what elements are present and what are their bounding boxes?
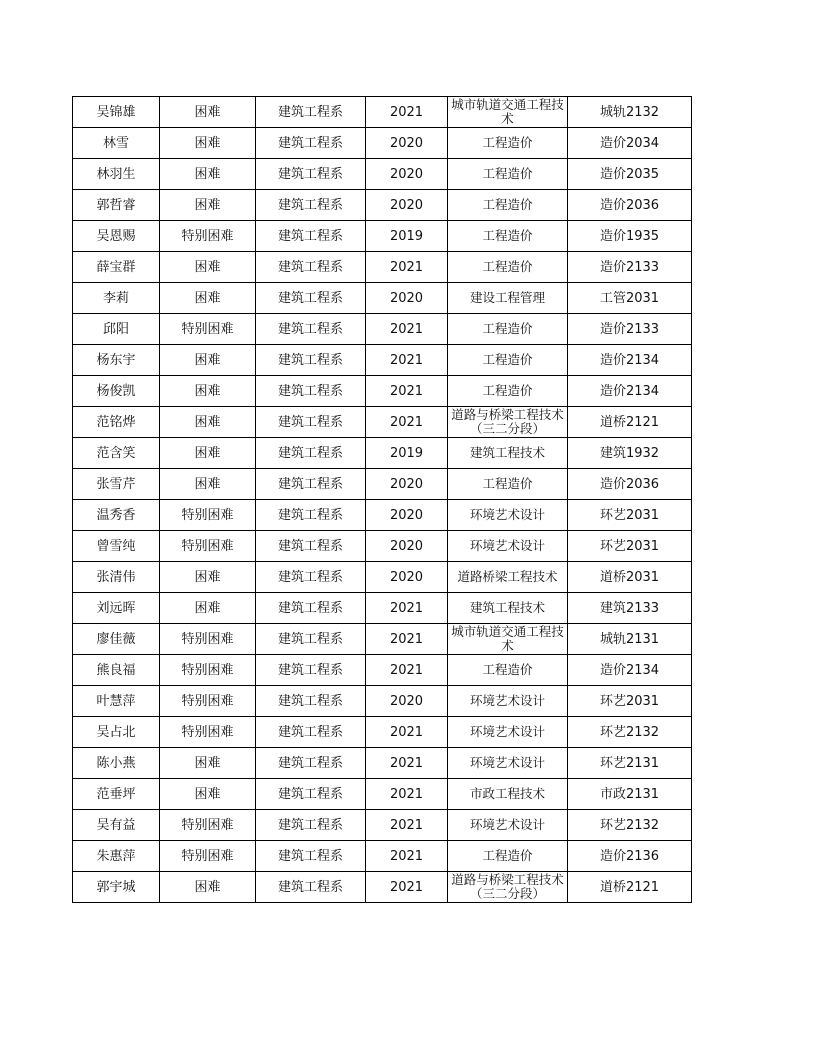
student-name-cell: 朱惠萍: [73, 841, 160, 872]
enrollment-year-cell: 2020: [366, 283, 448, 314]
major-cell: 建筑工程技术: [448, 438, 568, 469]
department-cell: 建筑工程系: [256, 190, 366, 221]
class-cell: 造价2134: [568, 376, 692, 407]
class-cell: 环艺2132: [568, 717, 692, 748]
hardship-level-cell: 困难: [160, 190, 256, 221]
class-cell: 道桥2121: [568, 407, 692, 438]
enrollment-year-cell: 2021: [366, 779, 448, 810]
table-row: [73, 376, 692, 407]
enrollment-year-cell: 2021: [366, 655, 448, 686]
hardship-level-cell: 困难: [160, 779, 256, 810]
major-cell: 工程造价: [448, 655, 568, 686]
major-cell: 环境艺术设计: [448, 810, 568, 841]
student-name-cell: 刘远晖: [73, 593, 160, 624]
hardship-level-cell: 困难: [160, 562, 256, 593]
enrollment-year-cell: 2021: [366, 345, 448, 376]
hardship-level-cell: 困难: [160, 407, 256, 438]
enrollment-year-cell: 2020: [366, 159, 448, 190]
class-cell: 工管2031: [568, 283, 692, 314]
student-name-cell: 杨俊凯: [73, 376, 160, 407]
class-cell: 造价2134: [568, 655, 692, 686]
table-row: [73, 500, 692, 531]
enrollment-year-cell: 2019: [366, 221, 448, 252]
major-cell: 工程造价: [448, 190, 568, 221]
major-cell: 城市轨道交通工程技术: [448, 624, 568, 655]
hardship-level-cell: 特别困难: [160, 686, 256, 717]
hardship-level-cell: 困难: [160, 748, 256, 779]
enrollment-year-cell: 2020: [366, 686, 448, 717]
table-row: [73, 159, 692, 190]
class-cell: 造价2136: [568, 841, 692, 872]
table-row: [73, 624, 692, 655]
hardship-level-cell: 困难: [160, 97, 256, 128]
table-row: [73, 841, 692, 872]
department-cell: 建筑工程系: [256, 252, 366, 283]
student-name-cell: 张清伟: [73, 562, 160, 593]
enrollment-year-cell: 2020: [366, 531, 448, 562]
hardship-level-cell: 困难: [160, 345, 256, 376]
student-name-cell: 郭宇城: [73, 872, 160, 903]
student-name-cell: 熊良福: [73, 655, 160, 686]
class-cell: 环艺2031: [568, 686, 692, 717]
enrollment-year-cell: 2020: [366, 500, 448, 531]
student-name-cell: 薛宝群: [73, 252, 160, 283]
table-row: [73, 655, 692, 686]
table-row: [73, 810, 692, 841]
class-cell: 造价2035: [568, 159, 692, 190]
enrollment-year-cell: 2021: [366, 872, 448, 903]
department-cell: 建筑工程系: [256, 97, 366, 128]
student-name-cell: 李莉: [73, 283, 160, 314]
class-cell: 市政2131: [568, 779, 692, 810]
table-row: [73, 252, 692, 283]
class-cell: 环艺2031: [568, 531, 692, 562]
major-cell: 工程造价: [448, 469, 568, 500]
major-cell: 建设工程管理: [448, 283, 568, 314]
table-row: [73, 686, 692, 717]
major-cell: 工程造价: [448, 159, 568, 190]
enrollment-year-cell: 2021: [366, 593, 448, 624]
class-cell: 建筑2133: [568, 593, 692, 624]
enrollment-year-cell: 2021: [366, 810, 448, 841]
major-cell: 工程造价: [448, 128, 568, 159]
hardship-level-cell: 特别困难: [160, 717, 256, 748]
enrollment-year-cell: 2021: [366, 314, 448, 345]
department-cell: 建筑工程系: [256, 407, 366, 438]
class-cell: 造价2134: [568, 345, 692, 376]
class-cell: 造价2034: [568, 128, 692, 159]
department-cell: 建筑工程系: [256, 562, 366, 593]
major-cell: 工程造价: [448, 345, 568, 376]
enrollment-year-cell: 2021: [366, 407, 448, 438]
class-cell: 造价2036: [568, 190, 692, 221]
class-cell: 道桥2031: [568, 562, 692, 593]
class-cell: 环艺2132: [568, 810, 692, 841]
department-cell: 建筑工程系: [256, 779, 366, 810]
department-cell: 建筑工程系: [256, 128, 366, 159]
student-name-cell: 吴恩赐: [73, 221, 160, 252]
hardship-level-cell: 特别困难: [160, 221, 256, 252]
department-cell: 建筑工程系: [256, 686, 366, 717]
enrollment-year-cell: 2021: [366, 252, 448, 283]
student-roster-table: [72, 96, 692, 903]
major-cell: 道路桥梁工程技术: [448, 562, 568, 593]
student-name-cell: 曾雪纯: [73, 531, 160, 562]
hardship-level-cell: 特别困难: [160, 655, 256, 686]
student-name-cell: 范含笑: [73, 438, 160, 469]
department-cell: 建筑工程系: [256, 283, 366, 314]
hardship-level-cell: 特别困难: [160, 841, 256, 872]
table-row: [73, 872, 692, 903]
department-cell: 建筑工程系: [256, 438, 366, 469]
major-cell: 工程造价: [448, 252, 568, 283]
hardship-level-cell: 特别困难: [160, 810, 256, 841]
student-name-cell: 廖佳薇: [73, 624, 160, 655]
enrollment-year-cell: 2020: [366, 190, 448, 221]
class-cell: 造价2133: [568, 252, 692, 283]
hardship-level-cell: 特别困难: [160, 531, 256, 562]
enrollment-year-cell: 2021: [366, 376, 448, 407]
student-name-cell: 张雪芹: [73, 469, 160, 500]
table-row: [73, 748, 692, 779]
table-row: [73, 593, 692, 624]
student-name-cell: 杨东宇: [73, 345, 160, 376]
student-name-cell: 郭哲睿: [73, 190, 160, 221]
department-cell: 建筑工程系: [256, 376, 366, 407]
student-name-cell: 邱阳: [73, 314, 160, 345]
table-row: [73, 345, 692, 376]
student-name-cell: 陈小燕: [73, 748, 160, 779]
department-cell: 建筑工程系: [256, 469, 366, 500]
department-cell: 建筑工程系: [256, 593, 366, 624]
major-cell: 环境艺术设计: [448, 717, 568, 748]
department-cell: 建筑工程系: [256, 221, 366, 252]
hardship-level-cell: 特别困难: [160, 314, 256, 345]
department-cell: 建筑工程系: [256, 841, 366, 872]
student-name-cell: 吴占北: [73, 717, 160, 748]
enrollment-year-cell: 2020: [366, 562, 448, 593]
class-cell: 环艺2031: [568, 500, 692, 531]
table-row: [73, 128, 692, 159]
department-cell: 建筑工程系: [256, 810, 366, 841]
major-cell: 工程造价: [448, 314, 568, 345]
hardship-level-cell: 困难: [160, 872, 256, 903]
major-cell: 城市轨道交通工程技术: [448, 97, 568, 128]
major-cell: 道路与桥梁工程技术（三二分段）: [448, 872, 568, 903]
student-name-cell: 吴有益: [73, 810, 160, 841]
table-row: [73, 531, 692, 562]
department-cell: 建筑工程系: [256, 531, 366, 562]
table-row: [73, 407, 692, 438]
department-cell: 建筑工程系: [256, 314, 366, 345]
table-row: [73, 221, 692, 252]
major-cell: 环境艺术设计: [448, 686, 568, 717]
major-cell: 建筑工程技术: [448, 593, 568, 624]
table-row: [73, 283, 692, 314]
enrollment-year-cell: 2020: [366, 128, 448, 159]
table-row: [73, 717, 692, 748]
class-cell: 建筑1932: [568, 438, 692, 469]
hardship-level-cell: 特别困难: [160, 500, 256, 531]
hardship-level-cell: 困难: [160, 159, 256, 190]
enrollment-year-cell: 2021: [366, 624, 448, 655]
enrollment-year-cell: 2019: [366, 438, 448, 469]
table-row: [73, 438, 692, 469]
major-cell: 工程造价: [448, 376, 568, 407]
enrollment-year-cell: 2020: [366, 469, 448, 500]
major-cell: 环境艺术设计: [448, 748, 568, 779]
class-cell: 造价2133: [568, 314, 692, 345]
major-cell: 道路与桥梁工程技术（三二分段）: [448, 407, 568, 438]
department-cell: 建筑工程系: [256, 717, 366, 748]
roster-body: [73, 97, 692, 903]
class-cell: 造价2036: [568, 469, 692, 500]
department-cell: 建筑工程系: [256, 655, 366, 686]
student-name-cell: 范垂坪: [73, 779, 160, 810]
class-cell: 道桥2121: [568, 872, 692, 903]
hardship-level-cell: 特别困难: [160, 624, 256, 655]
class-cell: 环艺2131: [568, 748, 692, 779]
student-name-cell: 范铭烨: [73, 407, 160, 438]
student-name-cell: 林羽生: [73, 159, 160, 190]
table-row: [73, 314, 692, 345]
hardship-level-cell: 困难: [160, 469, 256, 500]
department-cell: 建筑工程系: [256, 872, 366, 903]
major-cell: 工程造价: [448, 841, 568, 872]
enrollment-year-cell: 2021: [366, 748, 448, 779]
major-cell: 工程造价: [448, 221, 568, 252]
class-cell: 城轨2131: [568, 624, 692, 655]
student-name-cell: 温秀香: [73, 500, 160, 531]
table-row: [73, 779, 692, 810]
table-row: [73, 562, 692, 593]
department-cell: 建筑工程系: [256, 624, 366, 655]
table-row: [73, 97, 692, 128]
hardship-level-cell: 困难: [160, 593, 256, 624]
table-row: [73, 190, 692, 221]
class-cell: 城轨2132: [568, 97, 692, 128]
hardship-level-cell: 困难: [160, 283, 256, 314]
enrollment-year-cell: 2021: [366, 841, 448, 872]
table-row: [73, 469, 692, 500]
department-cell: 建筑工程系: [256, 159, 366, 190]
student-name-cell: 吴锦雄: [73, 97, 160, 128]
student-name-cell: 林雪: [73, 128, 160, 159]
enrollment-year-cell: 2021: [366, 717, 448, 748]
department-cell: 建筑工程系: [256, 500, 366, 531]
major-cell: 市政工程技术: [448, 779, 568, 810]
hardship-level-cell: 困难: [160, 128, 256, 159]
hardship-level-cell: 困难: [160, 376, 256, 407]
department-cell: 建筑工程系: [256, 345, 366, 376]
hardship-level-cell: 困难: [160, 438, 256, 469]
student-name-cell: 叶慧萍: [73, 686, 160, 717]
class-cell: 造价1935: [568, 221, 692, 252]
major-cell: 环境艺术设计: [448, 500, 568, 531]
department-cell: 建筑工程系: [256, 748, 366, 779]
major-cell: 环境艺术设计: [448, 531, 568, 562]
enrollment-year-cell: 2021: [366, 97, 448, 128]
hardship-level-cell: 困难: [160, 252, 256, 283]
